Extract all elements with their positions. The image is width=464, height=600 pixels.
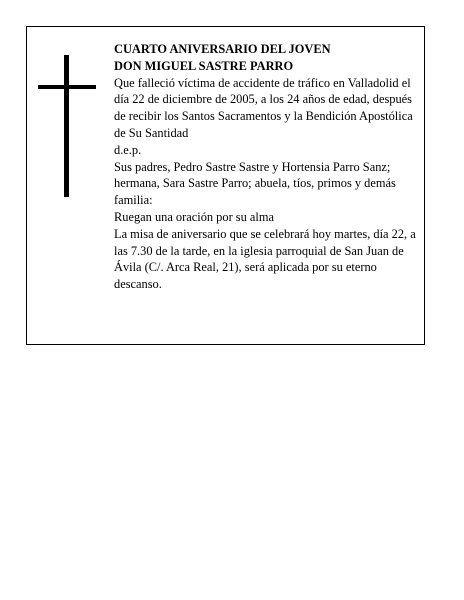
death-info: Que falleció víctima de accidente de tráfico en Valladolid el día 22 de diciembre de 2005, a los 24 años de edad, después de recibir los Santos Sacramentos y la Bendición Apostólica de Su Santidad	[114, 75, 413, 140]
family-list: Sus padres, Pedro Sastre Sastre y Hortensia Parro Sanz; hermana, Sara Sastre Parro; abuela, tíos, primos y demás familia:	[114, 159, 396, 208]
prayer-request: Ruegan una oración por su alma	[114, 209, 274, 224]
notice-text	[114, 41, 422, 293]
mass-info: La misa de aniversario que se celebrará hoy martes, día 22, a las 7.30 de la tarde, en la iglesia parroquial de San Juan de Ávila (C/. Arca Real, 21), será aplicada por su eterno descanso.	[114, 226, 416, 292]
rip-abbreviation: d.e.p.	[114, 142, 142, 157]
notice-title-line-2: DON MIGUEL SASTRE PARRO	[114, 58, 294, 73]
notice-title-line-1: CUARTO ANIVERSARIO DEL JOVEN	[114, 42, 331, 56]
obituary-notice	[26, 26, 425, 345]
cross-icon	[38, 55, 96, 197]
